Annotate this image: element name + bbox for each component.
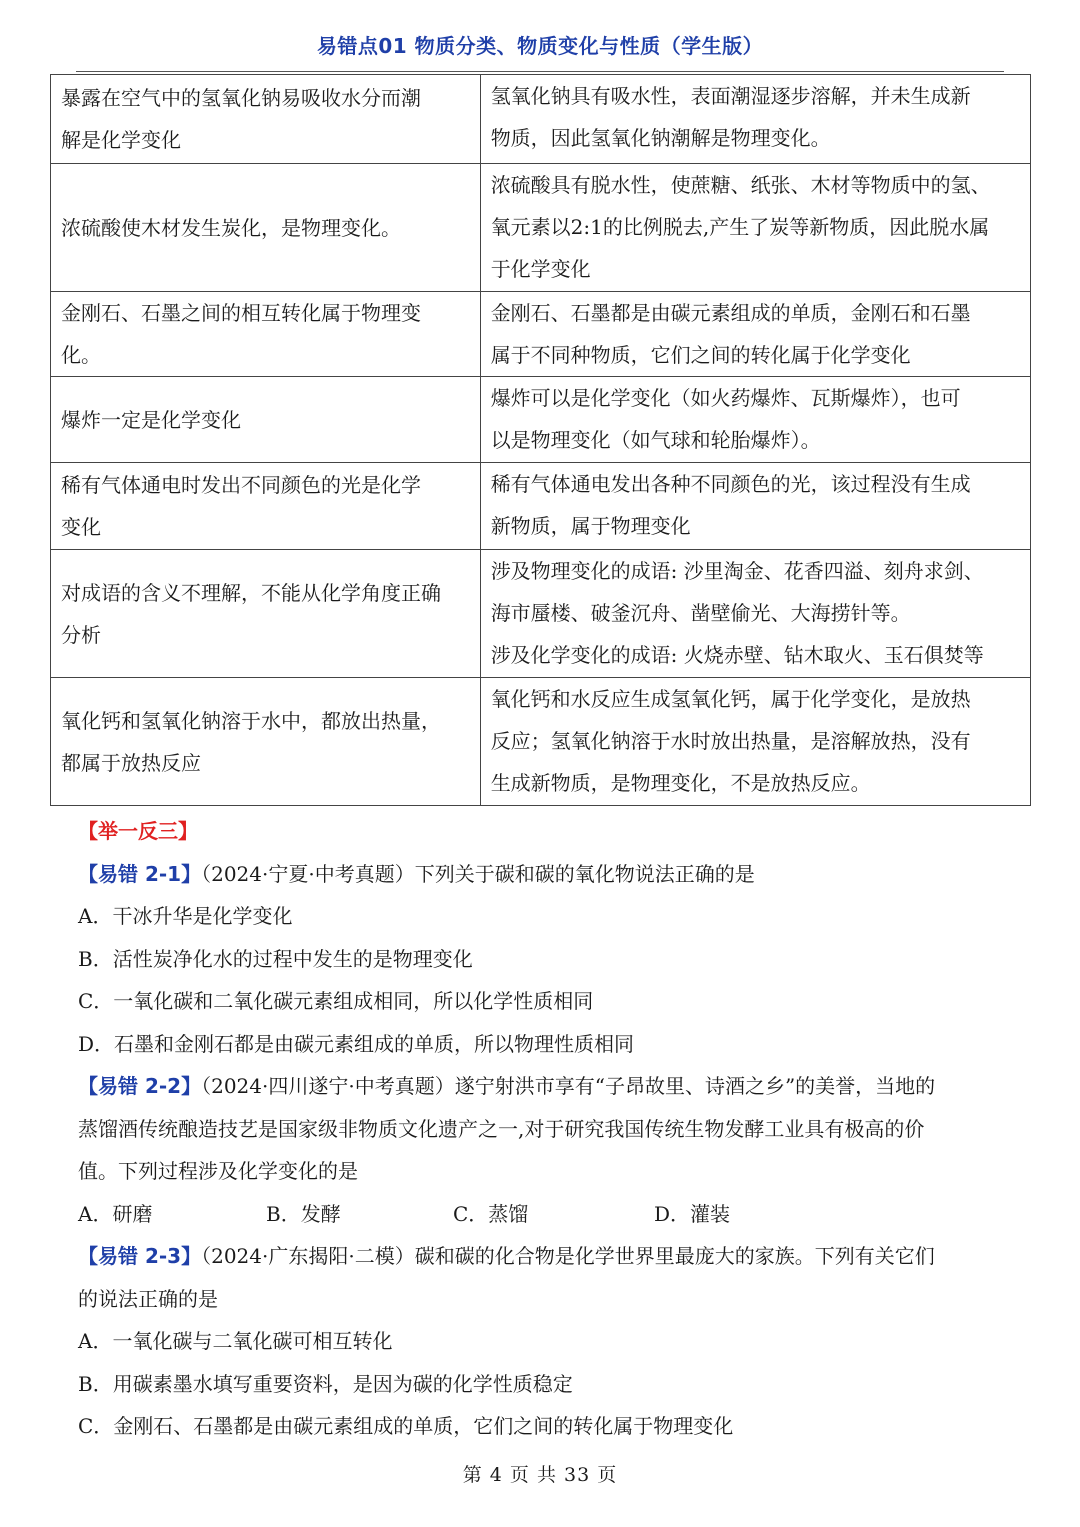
cell-text-line: 爆炸可以是化学变化（如火药爆炸、瓦斯爆炸），也可 bbox=[490, 386, 961, 410]
error-comparison-table bbox=[50, 74, 1031, 806]
misconception-cell bbox=[51, 292, 481, 377]
option-b: B．活性炭净化水的过程中发生的是物理变化 bbox=[78, 946, 473, 971]
cell-text-line: 于化学变化 bbox=[490, 257, 591, 281]
question-stem-line bbox=[78, 1065, 1008, 1108]
misconception-cell bbox=[51, 377, 481, 463]
cell-text-line: 都属于放热反应 bbox=[61, 750, 201, 775]
cell-text-line: 新物质，属于物理变化 bbox=[490, 514, 691, 538]
cell-text-line: 氧化钙和氢氧化钠溶于水中，都放出热量， bbox=[61, 708, 441, 733]
page-header-title: 易错点01 物质分类、物质变化与性质（学生版） bbox=[316, 34, 764, 58]
question-2-2 bbox=[78, 1065, 1008, 1235]
cell-text-line: 对成语的含义不理解，不能从化学角度正确 bbox=[61, 580, 441, 605]
misconception-cell bbox=[51, 678, 481, 806]
question-stem: （2024·宁夏·中考真题）下列关于碳和碳的氧化物说法正确的是 bbox=[201, 861, 755, 886]
table-row bbox=[51, 164, 1031, 292]
option-b: B．用碳素墨水填写重要资料，是因为碳的化学性质稳定 bbox=[78, 1371, 573, 1396]
table-row bbox=[51, 550, 1031, 678]
cell-text-line: 氧元素以2:1的比例脱去,产生了炭等新物质，因此脱水属 bbox=[490, 215, 990, 239]
cell-text-line: 金刚石、石墨都是由碳元素组成的单质，金刚石和石墨 bbox=[490, 301, 971, 325]
option-d: D．石墨和金刚石都是由碳元素组成的单质，所以物理性质相同 bbox=[78, 1031, 635, 1056]
misconception-cell bbox=[51, 550, 481, 678]
cell-text-line: 分析 bbox=[61, 622, 101, 647]
table-row bbox=[51, 377, 1031, 463]
misconception-cell bbox=[51, 164, 481, 292]
option-row bbox=[78, 1193, 1008, 1236]
question-tag: 【易错 2-3】 bbox=[78, 1244, 202, 1268]
cell-text-line: 以是物理变化（如气球和轮胎爆炸）。 bbox=[490, 428, 821, 452]
table-row bbox=[51, 75, 1031, 164]
cell-text-line: 属于不同种物质，它们之间的转化属于化学变化 bbox=[490, 343, 911, 367]
option-a: A．干冰升华是化学变化 bbox=[78, 904, 293, 928]
misconception-cell bbox=[51, 75, 481, 164]
question-stem-line: 值。下列过程涉及化学变化的是 bbox=[78, 1159, 358, 1183]
question-stem: （2024·四川遂宁·中考真题）遂宁射洪市享有“子昂故里、诗酒之乡”的美誉，当地的 bbox=[201, 1074, 936, 1098]
question-stem-line bbox=[78, 1235, 1008, 1278]
section-label: 【举一反三】 bbox=[78, 819, 198, 843]
question-stem-line bbox=[78, 853, 1008, 896]
explanation-cell bbox=[480, 75, 1030, 164]
cell-text-line: 海市蜃楼、破釜沉舟、凿壁偷光、大海捞针等。 bbox=[490, 601, 911, 625]
cell-text-line: 化。 bbox=[61, 343, 101, 367]
explanation-cell bbox=[480, 377, 1030, 463]
cell-text-line: 氢氧化钠具有吸水性，表面潮湿逐步溶解，并未生成新 bbox=[490, 84, 971, 108]
cell-text-line: 稀有气体通电时发出不同颜色的光是化学 bbox=[61, 473, 421, 497]
question-stem: （2024·广东揭阳·二模）碳和碳的化合物是化学世界里最庞大的家族。下列有关它们 bbox=[201, 1244, 935, 1268]
cell-text-line: 变化 bbox=[61, 515, 101, 539]
option-d: D．灌装 bbox=[654, 1201, 731, 1226]
cell-text-line: 氧化钙和水反应生成氢氧化钙，属于化学变化，是放热 bbox=[490, 687, 971, 711]
question-tag: 【易错 2-2】 bbox=[78, 1074, 202, 1098]
page-number: 第 4 页 共 33 页 bbox=[462, 1464, 618, 1486]
cell-text-line: 生成新物质，是物理变化，不是放热反应。 bbox=[490, 771, 871, 795]
table-row bbox=[51, 678, 1031, 806]
cell-text-line: 爆炸一定是化学变化 bbox=[61, 407, 241, 432]
question-2-1 bbox=[78, 853, 1008, 1066]
cell-text-line: 浓硫酸具有脱水性，使蔗糖、纸张、木材等物质中的氢、 bbox=[490, 173, 991, 197]
cell-text-line: 稀有气体通电发出各种不同颜色的光，该过程没有生成 bbox=[490, 472, 971, 496]
practice-section bbox=[78, 810, 1008, 1448]
cell-text-line: 暴露在空气中的氢氧化钠易吸收水分而潮 bbox=[61, 86, 421, 110]
option-c: C．金刚石、石墨都是由碳元素组成的单质，它们之间的转化属于物理变化 bbox=[78, 1414, 734, 1438]
option-a: A．一氧化碳与二氧化碳可相互转化 bbox=[78, 1329, 393, 1353]
table-row bbox=[51, 463, 1031, 550]
cell-text-line: 涉及化学变化的成语: 火烧赤壁、钻木取火、玉石俱焚等 bbox=[490, 643, 984, 667]
explanation-cell bbox=[480, 292, 1030, 377]
option-c: C．蒸馏 bbox=[453, 1201, 529, 1226]
question-stem-line: 蒸馏酒传统酿造技艺是国家级非物质文化遗产之一,对于研究我国传统生物发酵工业具有极高的价 bbox=[78, 1116, 925, 1141]
misconception-cell bbox=[51, 463, 481, 550]
option-c: C．一氧化碳和二氧化碳元素组成相同，所以化学性质相同 bbox=[78, 989, 594, 1013]
cell-text-line: 浓硫酸使木材发生炭化，是物理变化。 bbox=[61, 215, 401, 240]
question-2-3 bbox=[78, 1235, 1008, 1448]
cell-text-line: 解是化学变化 bbox=[61, 128, 181, 152]
option-b: B．发酵 bbox=[266, 1201, 341, 1226]
explanation-cell bbox=[480, 550, 1030, 678]
table-row bbox=[51, 292, 1031, 377]
option-a: A．研磨 bbox=[78, 1201, 153, 1226]
header-divider bbox=[76, 71, 1004, 72]
cell-text-line: 物质，因此氢氧化钠潮解是物理变化。 bbox=[490, 126, 831, 150]
cell-text-line: 反应；氢氧化钠溶于水时放出热量，是溶解放热，没有 bbox=[490, 729, 971, 753]
explanation-cell bbox=[480, 678, 1030, 806]
cell-text-line: 金刚石、石墨之间的相互转化属于物理变 bbox=[61, 301, 421, 325]
explanation-cell bbox=[480, 164, 1030, 292]
question-stem-line: 的说法正确的是 bbox=[78, 1286, 218, 1311]
question-tag: 【易错 2-1】 bbox=[78, 861, 202, 886]
explanation-cell bbox=[480, 463, 1030, 550]
cell-text-line: 涉及物理变化的成语: 沙里淘金、花香四溢、刻舟求剑、 bbox=[490, 559, 984, 583]
